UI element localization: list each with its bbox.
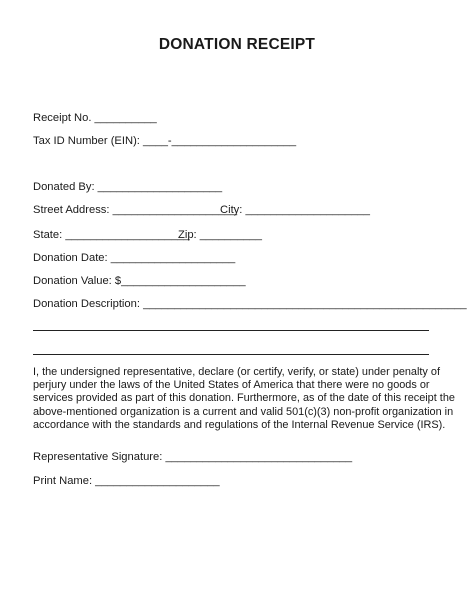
- representative-signature-field: Representative Signature: ______________________________: [33, 451, 353, 463]
- zip-field: Zip: __________: [178, 229, 262, 241]
- statement-line: above-mentioned organization is a current and valid 501(c)(3) non-profit organization in: [33, 405, 454, 418]
- page-title: DONATION RECEIPT: [158, 36, 316, 53]
- state-field: State: ____________________: [33, 229, 190, 241]
- description-blank-line: [33, 330, 429, 331]
- city-field: City: ____________________: [220, 204, 370, 216]
- donation-date-field: Donation Date: ____________________: [33, 252, 236, 264]
- declaration-statement: [33, 366, 455, 432]
- tax-id-field: Tax ID Number (EIN): ____-____________________: [33, 135, 297, 147]
- receipt-no-field: Receipt No. __________: [33, 112, 157, 124]
- donation-description-field: Donation Description: ____________________________________________________: [33, 298, 467, 310]
- donation-value-field: Donation Value: $____________________: [33, 275, 246, 287]
- statement-line: I, the undersigned representative, declare (or certify, verify, or state) under penalty of: [33, 366, 440, 378]
- print-name-field: Print Name: ____________________: [33, 475, 220, 487]
- street-address-field: Street Address: ____________________: [33, 204, 238, 216]
- statement-line: accordance with the standards and regulations of the Internal Revenue Service (IRS).: [33, 418, 446, 431]
- statement-line: perjury under the laws of the United States of America that there were no goods or: [33, 379, 430, 392]
- statement-line: services provided as part of this donation. Furthermore, as of the date of this receipt the: [33, 392, 455, 405]
- description-blank-line: [33, 354, 429, 355]
- donated-by-field: Donated By: ____________________: [33, 181, 223, 193]
